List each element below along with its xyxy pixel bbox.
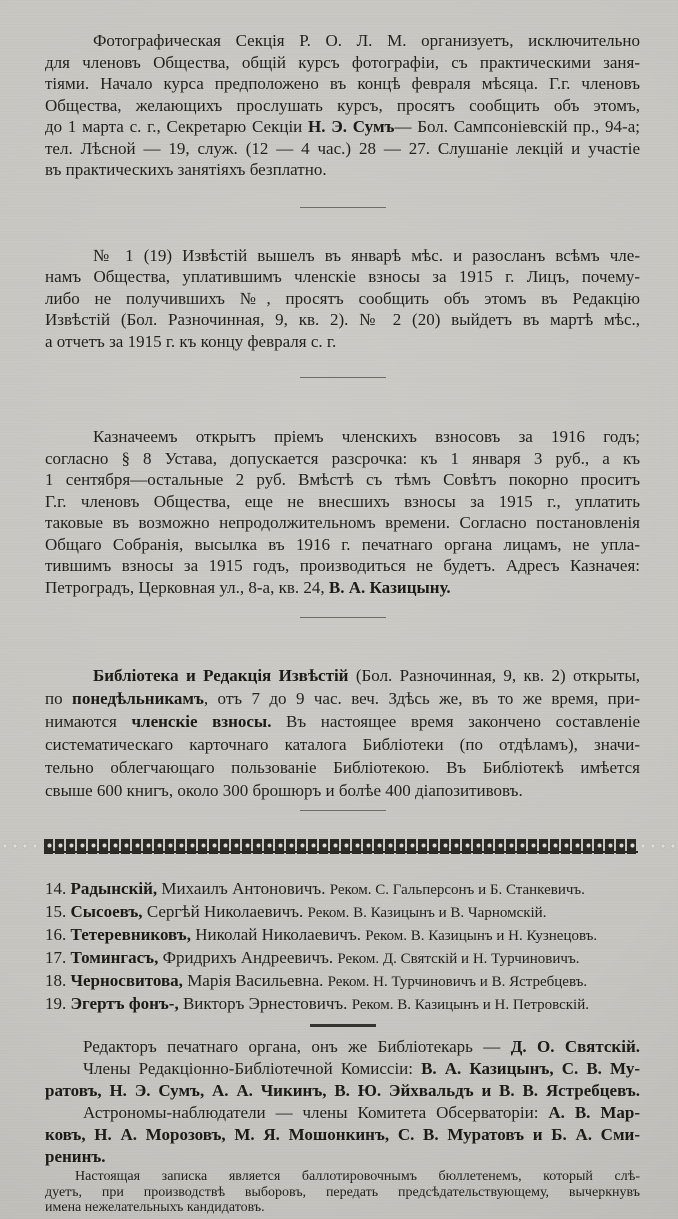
candidate-number: 19.	[45, 994, 67, 1013]
candidate-name: Фридрихъ Андреевичъ.	[162, 948, 334, 967]
candidate-name: Сергѣй Николаевичъ.	[146, 902, 304, 921]
text-line: въ практическихъ занятіяхъ безплатно.	[45, 160, 327, 179]
text-line	[45, 1080, 640, 1102]
candidate-surname: Тетеревниковъ,	[70, 925, 191, 944]
chain-pattern-icon	[44, 839, 638, 854]
paragraph-photo-course	[45, 30, 640, 181]
paragraph-treasurer-dues	[45, 426, 640, 598]
chain-border-ornament	[0, 838, 678, 854]
section-divider	[300, 377, 386, 378]
text-line	[45, 1102, 640, 1124]
text-line	[45, 116, 640, 138]
candidate-number: 15.	[45, 902, 67, 921]
text-line: Казначеемъ открытъ пріемъ членскихъ взносовъ за 1916 годъ;	[93, 427, 640, 446]
candidate-list	[45, 878, 640, 1016]
candidate-recommenders: Реком. В. Казицынъ и Н. Кузнецовъ.	[365, 928, 598, 944]
text-line	[45, 1036, 640, 1058]
text-run: Члены Редакціонно-Библіотечной Комиссіи:	[83, 1059, 422, 1078]
text-run: Астрономы-наблюдатели — члены Комитета Обсерваторіи:	[83, 1103, 549, 1122]
emphasis-run: понедѣльникамъ	[72, 689, 204, 708]
text-line	[45, 1146, 640, 1168]
text-line: № 1 (19) Извѣстій вышелъ въ январѣ мѣс. и разосланъ всѣмъ чле-	[93, 245, 640, 265]
paragraph-editor-staff	[45, 1036, 640, 1168]
text-line: Настоящая записка является баллотировочнымъ бюллетенемъ, который слѣ-	[75, 1169, 640, 1184]
candidate-name: Викторъ Эрнестовичъ.	[182, 994, 348, 1013]
section-divider-thick	[310, 1024, 376, 1027]
candidate-name: Михаилъ Антоновичъ.	[161, 879, 326, 898]
text-line: 1 сентября—остальные 2 руб. Вмѣстѣ съ тѣмъ Совѣтъ покорно проситъ	[45, 470, 640, 489]
text-line: намъ Общества, уплатившимъ членскіе взносы за 1915 г. Лицъ, почему-	[45, 267, 640, 286]
candidate-row	[45, 924, 640, 947]
text-line: тел. Лѣсной — 19, служ. (12 — 4 час.) 28 — 27. Слушаніе лекцій и участіе	[45, 138, 640, 158]
candidate-row	[45, 970, 640, 993]
person-name: ренинъ.	[45, 1147, 106, 1166]
candidate-row	[45, 993, 640, 1016]
text-line	[45, 710, 640, 733]
text-line: систематическаго карточнаго каталога Библіотеки (по отдѣламъ), значи-	[45, 735, 640, 754]
paragraph-izvestia-issue	[45, 245, 640, 353]
candidate-recommenders: Реком. В. Казицынъ и Н. Петровскій.	[351, 997, 590, 1013]
text-line: Извѣстій (Бол. Разночинная, 9, кв. 2). № 2 (20) выйдетъ въ мартѣ мѣс.,	[45, 310, 640, 329]
candidate-name: Марія Васильевна.	[187, 971, 324, 990]
text-run: нимаются	[45, 712, 132, 731]
candidate-recommenders: Реком. В. Казицынъ и В. Чарномскій.	[307, 905, 547, 921]
candidate-number: 16.	[45, 925, 67, 944]
text-run: Петроградъ, Церковная ул., 8-а, кв. 24,	[45, 577, 329, 597]
candidate-surname: Радынскій,	[70, 879, 158, 898]
text-run: Редакторъ печатнаго органа, онъ же Библіотекарь —	[83, 1037, 511, 1056]
person-name: В. А. Казицынъ, С. В. Му-	[421, 1059, 640, 1078]
person-name: Н. Э. Сумъ	[308, 117, 395, 136]
candidate-name: Николай Николаевичъ.	[195, 925, 361, 944]
paragraph-library	[45, 664, 640, 802]
person-name: ковъ, Н. А. Морозовъ, М. Я. Мошонкинъ, С. В. Муратовъ и Б. А. Сми-	[45, 1125, 640, 1144]
person-name: А. В. Мар-	[548, 1103, 640, 1122]
text-run: (Бол. Разночинная, 9, кв. 2) открыты,	[348, 666, 640, 685]
candidate-surname: Сысоевъ,	[70, 902, 143, 921]
text-line	[45, 687, 640, 710]
candidate-number: 18.	[45, 971, 67, 990]
text-line	[45, 1058, 640, 1080]
candidate-row	[45, 901, 640, 924]
text-run: по	[45, 689, 73, 708]
text-line: таковые въ возможно непродолжительномъ времени. Согласно постановленія	[45, 513, 640, 532]
text-run: , отъ 7 до 9 час. веч. Здѣсь же, въ то же время, при-	[203, 689, 640, 708]
text-line: дуетъ, при производствѣ выборовъ, передать предсѣдательствующему, вычеркнувъ	[45, 1184, 640, 1200]
text-line: Общаго Собранія, высылка въ 1916 г. печатнаго органа лицамъ, не упла-	[45, 534, 640, 554]
text-line: согласно § 8 Устава, допускается разсрочка: къ 1 января 3 руб., а къ	[45, 448, 640, 468]
text-line: Г.г. членовъ Общества, еще не внесшихъ взносы за 1915 г., уплатить	[45, 491, 640, 511]
text-line: свыше 600 книгъ, около 300 брошюръ и болѣе 400 діапозитивовъ.	[45, 781, 523, 800]
text-line	[45, 1124, 640, 1146]
section-divider	[300, 617, 386, 618]
candidate-surname: Эгертъ фонъ-,	[70, 994, 179, 1013]
library-title: Библіотека и Редакція Извѣстій	[93, 666, 349, 685]
person-name: В. А. Казицыну.	[328, 577, 451, 597]
text-line: Общества, желающихъ прослушать курсъ, просятъ сообщить объ этомъ,	[45, 95, 640, 115]
text-line: тившимъ взносы за 1915 годъ, производиться не будетъ. Адресъ Казначея:	[45, 556, 640, 575]
candidate-surname: Черносвитова,	[70, 971, 183, 990]
candidate-number: 17.	[45, 948, 67, 967]
text-line: Фотографическая Секція Р. О. Л. М. организуетъ, исключительно	[93, 31, 640, 50]
text-line: для членовъ Общества, общій курсъ фотографіи, съ практическими заня-	[45, 52, 640, 72]
dotted-edge-icon	[638, 842, 678, 850]
text-line	[45, 577, 640, 599]
text-line: имена нежелательныхъ кандидатовъ.	[45, 1200, 265, 1215]
text-run: до 1 марта с. г., Секретарю Секціи	[45, 117, 309, 136]
text-line: либо не получившихъ №, просятъ сообщить объ этомъ въ Редакцію	[45, 288, 640, 308]
text-line	[45, 664, 640, 687]
text-line: тельно облегчающаго пользованіе Библіотекою. Въ Библіотекѣ имѣется	[45, 758, 640, 777]
candidate-surname: Томингасъ,	[70, 948, 159, 967]
emphasis-run: членскіе взносы.	[131, 712, 272, 731]
dotted-edge-icon	[0, 842, 44, 850]
person-name: ратовъ, Н. Э. Сумъ, А. А. Чикинъ, В. Ю. Эйхвальдъ и В. В. Ястребцевъ.	[45, 1081, 640, 1100]
text-run: Въ настоящее время закончено составленіе	[271, 712, 640, 731]
candidate-recommenders: Реком. С. Гальперсонъ и Б. Станкевичъ.	[329, 882, 585, 898]
person-name: Д. О. Святскій.	[510, 1037, 640, 1056]
candidate-row	[45, 947, 640, 970]
text-line: а отчетъ за 1915 г. къ концу февраля с. г.	[45, 331, 337, 351]
candidate-row	[45, 878, 640, 901]
paragraph-ballot-note	[45, 1169, 640, 1216]
text-line: тіями. Начало курса предположено въ концѣ февраля мѣсяца. Г.г. членовъ	[45, 74, 640, 93]
candidate-number: 14.	[45, 879, 67, 898]
candidate-recommenders: Реком. Д. Святскій и Н. Турчиновичъ.	[337, 951, 580, 967]
section-divider	[300, 810, 386, 811]
candidate-recommenders: Реком. Н. Турчиновичъ и В. Ястребцевъ.	[327, 974, 588, 990]
section-divider	[300, 207, 386, 208]
text-run: — Бол. Сампсоніевскій пр., 94-а;	[394, 117, 640, 136]
